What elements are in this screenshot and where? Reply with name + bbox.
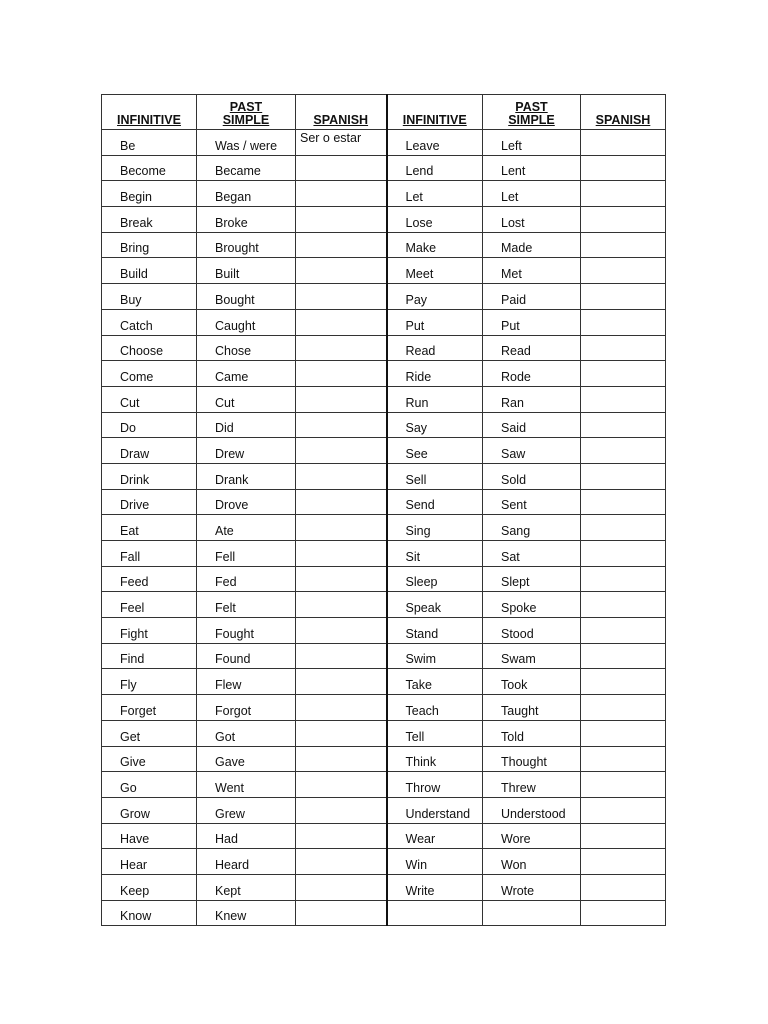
infinitive-cell: Leave bbox=[387, 130, 483, 156]
table-row bbox=[102, 207, 666, 233]
past-simple-cell: Felt bbox=[197, 592, 296, 618]
past-simple-cell: Fell bbox=[197, 541, 296, 567]
table-row bbox=[102, 720, 666, 746]
past-simple-cell: Ran bbox=[483, 386, 581, 412]
spanish-cell bbox=[581, 412, 666, 438]
infinitive-cell: Sleep bbox=[387, 566, 483, 592]
header-past-simple bbox=[483, 95, 581, 130]
infinitive-cell: Drink bbox=[102, 463, 197, 489]
past-simple-cell: Came bbox=[197, 361, 296, 387]
header-row bbox=[102, 95, 666, 130]
infinitive-cell: Do bbox=[102, 412, 197, 438]
past-simple-cell: Sent bbox=[483, 489, 581, 515]
spanish-cell bbox=[296, 155, 387, 181]
table-row bbox=[102, 335, 666, 361]
past-simple-cell: Grew bbox=[197, 797, 296, 823]
infinitive-cell: Catch bbox=[102, 309, 197, 335]
spanish-cell bbox=[296, 463, 387, 489]
table-row bbox=[102, 746, 666, 772]
infinitive-cell: Keep bbox=[102, 874, 197, 900]
past-simple-cell: Lent bbox=[483, 155, 581, 181]
infinitive-cell: Win bbox=[387, 849, 483, 875]
infinitive-cell: Say bbox=[387, 412, 483, 438]
table-row bbox=[102, 232, 666, 258]
infinitive-cell: Buy bbox=[102, 284, 197, 310]
infinitive-cell: Read bbox=[387, 335, 483, 361]
header-past-line1: PAST bbox=[229, 100, 263, 114]
table-row bbox=[102, 463, 666, 489]
infinitive-cell: Wear bbox=[387, 823, 483, 849]
past-simple-cell: Did bbox=[197, 412, 296, 438]
past-simple-cell: Heard bbox=[197, 849, 296, 875]
table-row bbox=[102, 823, 666, 849]
past-simple-cell: Chose bbox=[197, 335, 296, 361]
spanish-cell bbox=[296, 849, 387, 875]
past-simple-cell: Thought bbox=[483, 746, 581, 772]
spanish-cell bbox=[296, 566, 387, 592]
header-spanish: SPANISH bbox=[581, 95, 666, 130]
spanish-cell bbox=[581, 207, 666, 233]
infinitive-cell: Build bbox=[102, 258, 197, 284]
verb-rows bbox=[102, 130, 666, 926]
table-row bbox=[102, 181, 666, 207]
infinitive-cell: Sell bbox=[387, 463, 483, 489]
past-simple-cell: Left bbox=[483, 130, 581, 156]
past-simple-cell: Met bbox=[483, 258, 581, 284]
infinitive-cell: Sit bbox=[387, 541, 483, 567]
spanish-cell bbox=[581, 541, 666, 567]
infinitive-cell: Speak bbox=[387, 592, 483, 618]
spanish-cell bbox=[296, 797, 387, 823]
spanish-cell bbox=[296, 335, 387, 361]
past-simple-cell: Kept bbox=[197, 874, 296, 900]
past-simple-cell: Let bbox=[483, 181, 581, 207]
past-simple-cell: Fought bbox=[197, 618, 296, 644]
past-simple-cell: Bought bbox=[197, 284, 296, 310]
past-simple-cell: Ate bbox=[197, 515, 296, 541]
infinitive-cell: Find bbox=[102, 643, 197, 669]
infinitive-cell: Break bbox=[102, 207, 197, 233]
spanish-cell bbox=[581, 309, 666, 335]
header-past-simple bbox=[197, 95, 296, 130]
infinitive-cell: Feed bbox=[102, 566, 197, 592]
spanish-cell bbox=[581, 463, 666, 489]
spanish-cell bbox=[296, 541, 387, 567]
spanish-cell bbox=[581, 695, 666, 721]
spanish-cell bbox=[581, 386, 666, 412]
past-simple-cell: Wrote bbox=[483, 874, 581, 900]
past-simple-cell: Forgot bbox=[197, 695, 296, 721]
infinitive-cell: Fall bbox=[102, 541, 197, 567]
infinitive-cell: Eat bbox=[102, 515, 197, 541]
table-row bbox=[102, 643, 666, 669]
infinitive-cell: Become bbox=[102, 155, 197, 181]
irregular-verbs-table bbox=[101, 94, 666, 926]
past-simple-cell: Built bbox=[197, 258, 296, 284]
spanish-cell bbox=[581, 643, 666, 669]
infinitive-cell: Swim bbox=[387, 643, 483, 669]
infinitive-cell bbox=[387, 900, 483, 926]
past-simple-cell: Stood bbox=[483, 618, 581, 644]
spanish-cell bbox=[581, 181, 666, 207]
infinitive-cell: Think bbox=[387, 746, 483, 772]
past-simple-cell: Broke bbox=[197, 207, 296, 233]
infinitive-cell: Give bbox=[102, 746, 197, 772]
spanish-cell bbox=[296, 489, 387, 515]
infinitive-cell: Be bbox=[102, 130, 197, 156]
infinitive-cell: Feel bbox=[102, 592, 197, 618]
infinitive-cell: Sing bbox=[387, 515, 483, 541]
spanish-cell bbox=[296, 515, 387, 541]
past-simple-cell: Sold bbox=[483, 463, 581, 489]
table-row bbox=[102, 849, 666, 875]
past-simple-cell: Slept bbox=[483, 566, 581, 592]
infinitive-cell: Go bbox=[102, 772, 197, 798]
spanish-cell bbox=[581, 823, 666, 849]
past-simple-cell: Paid bbox=[483, 284, 581, 310]
spanish-cell bbox=[296, 438, 387, 464]
spanish-cell: Ser o estar bbox=[296, 130, 387, 156]
infinitive-cell: Lend bbox=[387, 155, 483, 181]
header-past-line1: PAST bbox=[515, 100, 548, 114]
spanish-cell bbox=[581, 155, 666, 181]
spanish-cell bbox=[296, 772, 387, 798]
spanish-cell bbox=[581, 720, 666, 746]
past-simple-cell: Took bbox=[483, 669, 581, 695]
past-simple-cell: Became bbox=[197, 155, 296, 181]
table-row bbox=[102, 489, 666, 515]
infinitive-cell: Have bbox=[102, 823, 197, 849]
spanish-cell bbox=[296, 695, 387, 721]
past-simple-cell: Got bbox=[197, 720, 296, 746]
past-simple-cell: Threw bbox=[483, 772, 581, 798]
spanish-cell bbox=[296, 643, 387, 669]
past-simple-cell: Fed bbox=[197, 566, 296, 592]
past-simple-cell: Drank bbox=[197, 463, 296, 489]
table-row bbox=[102, 669, 666, 695]
infinitive-cell: Stand bbox=[387, 618, 483, 644]
past-simple-cell: Began bbox=[197, 181, 296, 207]
table-row bbox=[102, 284, 666, 310]
table-row bbox=[102, 130, 666, 156]
infinitive-cell: Bring bbox=[102, 232, 197, 258]
infinitive-cell: Send bbox=[387, 489, 483, 515]
past-simple-cell: Had bbox=[197, 823, 296, 849]
table-row bbox=[102, 155, 666, 181]
infinitive-cell: Come bbox=[102, 361, 197, 387]
past-simple-cell: Wore bbox=[483, 823, 581, 849]
spanish-cell bbox=[296, 181, 387, 207]
spanish-cell bbox=[296, 284, 387, 310]
table-row bbox=[102, 438, 666, 464]
past-simple-cell: Understood bbox=[483, 797, 581, 823]
spanish-cell bbox=[296, 720, 387, 746]
past-simple-cell: Was / were bbox=[197, 130, 296, 156]
spanish-cell bbox=[581, 232, 666, 258]
infinitive-cell: Meet bbox=[387, 258, 483, 284]
header-infinitive: INFINITIVE bbox=[102, 95, 197, 130]
table-row bbox=[102, 900, 666, 926]
infinitive-cell: Forget bbox=[102, 695, 197, 721]
past-simple-cell: Flew bbox=[197, 669, 296, 695]
spanish-cell bbox=[581, 438, 666, 464]
past-simple-cell: Put bbox=[483, 309, 581, 335]
spanish-cell bbox=[296, 309, 387, 335]
table-row bbox=[102, 797, 666, 823]
infinitive-cell: Make bbox=[387, 232, 483, 258]
spanish-cell bbox=[296, 412, 387, 438]
spanish-cell bbox=[581, 797, 666, 823]
infinitive-cell: Fight bbox=[102, 618, 197, 644]
spanish-cell bbox=[296, 258, 387, 284]
infinitive-cell: Take bbox=[387, 669, 483, 695]
past-simple-cell: Went bbox=[197, 772, 296, 798]
infinitive-cell: Cut bbox=[102, 386, 197, 412]
spanish-cell bbox=[581, 849, 666, 875]
infinitive-cell: See bbox=[387, 438, 483, 464]
spanish-cell bbox=[296, 746, 387, 772]
past-simple-cell: Knew bbox=[197, 900, 296, 926]
spanish-cell bbox=[581, 515, 666, 541]
spanish-cell bbox=[581, 489, 666, 515]
spanish-cell bbox=[296, 592, 387, 618]
past-simple-cell: Caught bbox=[197, 309, 296, 335]
past-simple-cell: Sat bbox=[483, 541, 581, 567]
infinitive-cell: Throw bbox=[387, 772, 483, 798]
infinitive-cell: Pay bbox=[387, 284, 483, 310]
infinitive-cell: Fly bbox=[102, 669, 197, 695]
table-row bbox=[102, 309, 666, 335]
past-simple-cell: Told bbox=[483, 720, 581, 746]
past-simple-cell: Rode bbox=[483, 361, 581, 387]
past-simple-cell: Sang bbox=[483, 515, 581, 541]
past-simple-cell: Found bbox=[197, 643, 296, 669]
table-row bbox=[102, 566, 666, 592]
infinitive-cell: Begin bbox=[102, 181, 197, 207]
past-simple-cell: Lost bbox=[483, 207, 581, 233]
past-simple-cell bbox=[483, 900, 581, 926]
table-row bbox=[102, 258, 666, 284]
spanish-cell bbox=[296, 823, 387, 849]
spanish-cell bbox=[296, 618, 387, 644]
past-simple-cell: Drew bbox=[197, 438, 296, 464]
past-simple-cell: Swam bbox=[483, 643, 581, 669]
table-row bbox=[102, 874, 666, 900]
infinitive-cell: Understand bbox=[387, 797, 483, 823]
infinitive-cell: Drive bbox=[102, 489, 197, 515]
spanish-cell bbox=[581, 566, 666, 592]
spanish-cell bbox=[581, 361, 666, 387]
header-past-line2: SIMPLE bbox=[508, 113, 555, 127]
spanish-cell bbox=[581, 874, 666, 900]
spanish-cell bbox=[296, 386, 387, 412]
spanish-cell bbox=[581, 669, 666, 695]
spanish-cell bbox=[581, 618, 666, 644]
table-row bbox=[102, 386, 666, 412]
spanish-cell bbox=[581, 335, 666, 361]
infinitive-cell: Teach bbox=[387, 695, 483, 721]
spanish-cell bbox=[296, 900, 387, 926]
spanish-cell bbox=[296, 669, 387, 695]
infinitive-cell: Choose bbox=[102, 335, 197, 361]
past-simple-cell: Drove bbox=[197, 489, 296, 515]
spanish-cell bbox=[581, 592, 666, 618]
infinitive-cell: Hear bbox=[102, 849, 197, 875]
spanish-cell bbox=[581, 130, 666, 156]
past-simple-cell: Read bbox=[483, 335, 581, 361]
past-simple-cell: Brought bbox=[197, 232, 296, 258]
table-row bbox=[102, 361, 666, 387]
table-row bbox=[102, 412, 666, 438]
table-row bbox=[102, 618, 666, 644]
past-simple-cell: Spoke bbox=[483, 592, 581, 618]
spanish-cell bbox=[296, 232, 387, 258]
header-past-line2: SIMPLE bbox=[222, 113, 270, 127]
spanish-cell bbox=[581, 284, 666, 310]
header-spanish: SPANISH bbox=[296, 95, 387, 130]
infinitive-cell: Know bbox=[102, 900, 197, 926]
table-row bbox=[102, 541, 666, 567]
table-row bbox=[102, 592, 666, 618]
spanish-cell bbox=[296, 361, 387, 387]
infinitive-cell: Put bbox=[387, 309, 483, 335]
infinitive-cell: Get bbox=[102, 720, 197, 746]
infinitive-cell: Let bbox=[387, 181, 483, 207]
past-simple-cell: Made bbox=[483, 232, 581, 258]
table-row bbox=[102, 772, 666, 798]
past-simple-cell: Taught bbox=[483, 695, 581, 721]
spanish-cell bbox=[581, 258, 666, 284]
spanish-cell bbox=[581, 746, 666, 772]
infinitive-cell: Tell bbox=[387, 720, 483, 746]
past-simple-cell: Gave bbox=[197, 746, 296, 772]
past-simple-cell: Cut bbox=[197, 386, 296, 412]
infinitive-cell: Grow bbox=[102, 797, 197, 823]
past-simple-cell: Saw bbox=[483, 438, 581, 464]
header-infinitive: INFINITIVE bbox=[387, 95, 483, 130]
spanish-cell bbox=[296, 207, 387, 233]
infinitive-cell: Run bbox=[387, 386, 483, 412]
table-row bbox=[102, 695, 666, 721]
past-simple-cell: Won bbox=[483, 849, 581, 875]
spanish-cell bbox=[296, 874, 387, 900]
infinitive-cell: Ride bbox=[387, 361, 483, 387]
table-row bbox=[102, 515, 666, 541]
infinitive-cell: Draw bbox=[102, 438, 197, 464]
spanish-cell bbox=[581, 772, 666, 798]
infinitive-cell: Write bbox=[387, 874, 483, 900]
spanish-cell bbox=[581, 900, 666, 926]
infinitive-cell: Lose bbox=[387, 207, 483, 233]
past-simple-cell: Said bbox=[483, 412, 581, 438]
